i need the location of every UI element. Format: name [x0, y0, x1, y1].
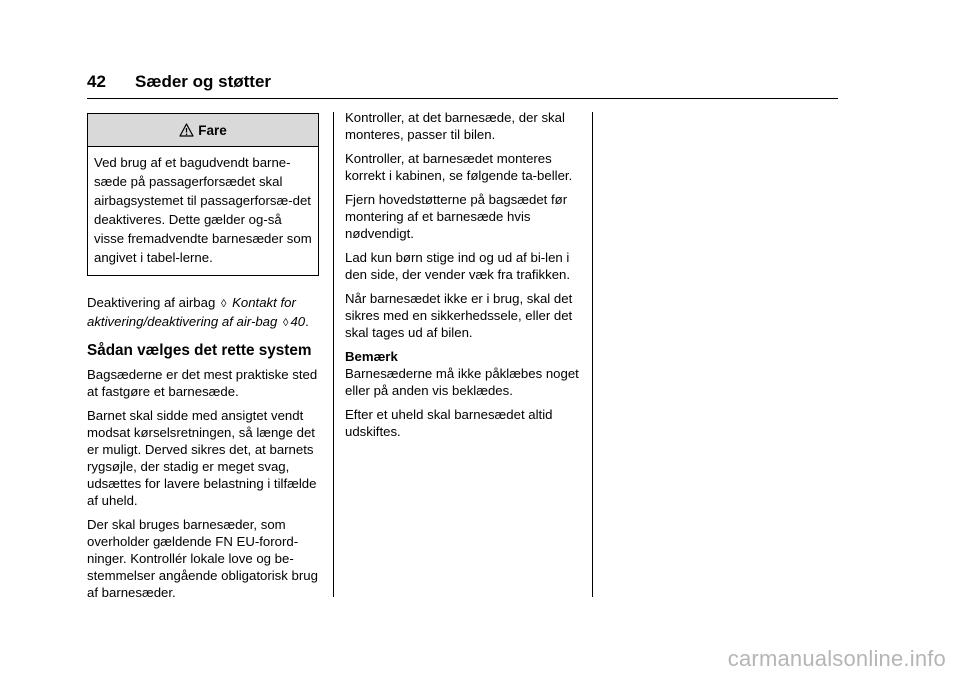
paragraph: Barnet skal sidde med ansigtet vendt modsat kørselsretningen, så længe det er muligt. Derved sikres det, at barnets rygsøjle, der stadig er meget svag, udsættes for lavere belastning i tilfælde af uheld.	[87, 408, 317, 508]
paragraph: Der skal bruges barnesæder, som overholder gældende FN EU-forord-ninger. Kontrollér lokale love og be-stemmelser angående obligatorisk brug af barnesæder.	[87, 517, 318, 600]
note-text: Barnesæderne må ikke påklæbes noget eller på anden vis beklædes.	[345, 366, 579, 398]
paragraph: Lad kun børn stige ind og ud af bi-len i den side, der vender væk fra trafikken.	[345, 250, 571, 282]
page-reference-arrow-icon: ◊	[283, 317, 289, 329]
note-title: Bemærk	[345, 349, 398, 364]
paragraph: Efter et uheld skal barnesædet altid udskiftes.	[345, 407, 553, 439]
section-title: Sæder og støtter	[135, 72, 272, 91]
middle-column	[345, 109, 580, 447]
page-reference-arrow-icon: ◊	[220, 298, 227, 310]
paragraph: Fjern hovedstøtterne på bagsædet før montering af et barnesæde hvis nødvendigt.	[345, 192, 568, 241]
deactivation-paragraph	[87, 294, 319, 332]
warning-header	[88, 114, 318, 147]
deactivation-reference-link[interactable]: Kontakt for aktivering/deaktivering af air-bag	[87, 295, 296, 329]
paragraph: Når barnesædet ikke er i brug, skal det sikres med en sikkerhedssele, eller det skal tages ud af bilen.	[345, 291, 573, 340]
paragraph: Bagsæderne er det mest praktiske sted at fastgøre et barnesæde.	[87, 367, 318, 399]
header-rule	[87, 98, 838, 99]
page-number: 42	[87, 72, 106, 91]
column-divider-1	[333, 112, 334, 597]
section-heading: Sådan vælges det rette system	[87, 342, 312, 359]
reference-suffix: .	[305, 314, 309, 329]
deactivation-reference-page[interactable]: 40	[290, 314, 306, 329]
left-column	[87, 113, 319, 608]
deactivation-text: Deaktivering af airbag	[87, 295, 216, 310]
watermark: carmanualsonline.info	[727, 646, 946, 671]
page-header	[87, 72, 271, 92]
warning-triangle-icon	[179, 123, 194, 137]
warning-box	[87, 113, 319, 276]
paragraph: Kontroller, at barnesædet monteres korrekt i kabinen, se følgende ta-beller.	[345, 151, 573, 183]
warning-title: Fare	[198, 122, 227, 138]
warning-text: Ved brug af et bagudvendt barne-sæde på passagerforsædet skal airbagsystemet til passagerforsæ-det deaktiveres. Dette gælder og-så visse fremadvendte barnesæder som angivet i tabel-lerne.	[94, 155, 312, 265]
column-divider-2	[592, 112, 593, 597]
paragraph: Kontroller, at det barnesæde, der skal monteres, passer til bilen.	[345, 110, 565, 142]
